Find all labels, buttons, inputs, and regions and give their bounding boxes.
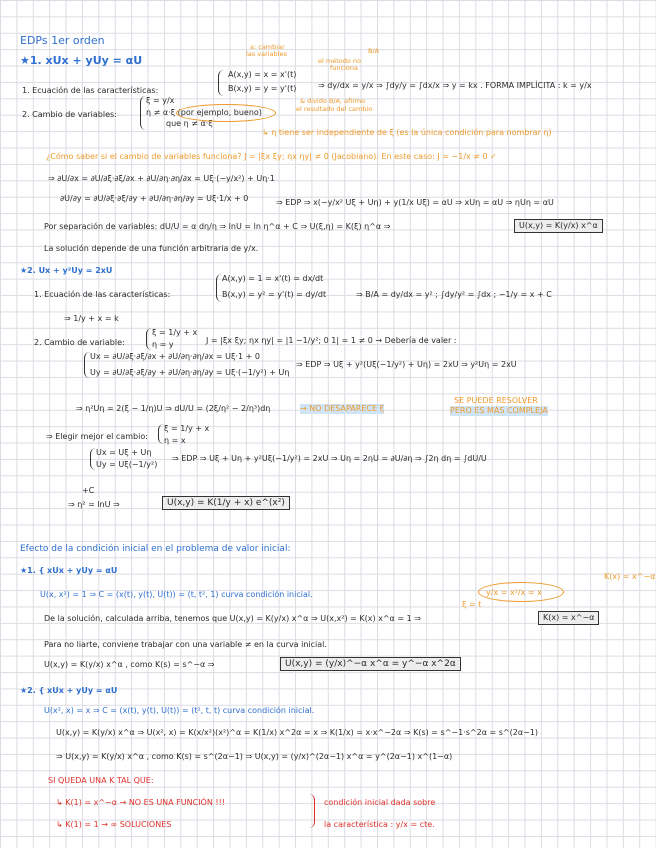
equation: U(x, x²) = 1 ⇒ C = (x(t), y(t), U(t)) = (t, t², 1) curva condición inicial. <box>40 590 313 599</box>
note-text: Para no liarte, conviene trabajar con una variable ≠ en la curva inicial. <box>44 640 327 649</box>
case-brace <box>308 794 315 828</box>
equation: ⇒ dy/dx = y/x ⇒ ∫dy/y = ∫dx/x ⇒ y = kx . FORMA IMPLÍCITA : k = y/x <box>318 81 592 90</box>
equation: A(x,y) = 1 = x'(t) = dx/dt <box>222 274 324 283</box>
equation: ⇒ EDP ⇒ Uξ + Uη + y²Uξ(−1/y²) = 2xU ⇒ Uη = 2ηU = ∂U/∂η ⇒ ∫2η dη = ∫dU/U <box>172 454 487 463</box>
equation: B(x,y) = y² = y'(t) = dy/dt <box>222 290 327 299</box>
equation: ⇒ η² = lnU ⇒ <box>68 500 120 509</box>
exercise-1-header: ★1. xUx + yUy = αU <box>20 54 143 67</box>
case-note: la característica : y/x = cte. <box>324 820 435 829</box>
annotation-note: K(x) = x^−α <box>604 572 656 581</box>
equation: U(x,y) = K(y/x) x^α , como K(s) = s^−α ⇒ <box>44 660 215 669</box>
warning-text: SI QUEDA UNA K TAL QUE: <box>48 776 154 785</box>
annotation-note: ξ = t <box>462 600 482 609</box>
highlight-ring <box>176 104 276 122</box>
equation: ⇒ η²Uη = 2(ξ − 1/η)U ⇒ dU/U = (2ξ/η² − 2/η³)dη <box>76 404 271 413</box>
equation: η = y <box>152 340 174 349</box>
equation: ξ = 1/y + x <box>164 424 210 433</box>
equation: ∂U/∂y = ∂U/∂ξ·∂ξ/∂y + ∂U/∂η·∂η/∂y = Uξ·1/x + 0 <box>60 194 249 203</box>
annotation-note: SE PUEDE RESOLVER <box>454 396 538 405</box>
equation: +C <box>82 486 95 495</box>
equation: U(x,y) = K(y/x) x^α ⇒ U(x², x) = K(x/x²)(x²)^α = K(1/x) x^2α = x ⇒ K(1/x) = x·x^−2α ⇒ K(s) = s^−1·s^2α = s^(2α−1) <box>56 728 539 737</box>
annotation-note: & divido B/A, afirmo <box>300 97 366 105</box>
annotation-note: el método no <box>318 57 361 65</box>
equation: ⇒ U(x,y) = K(y/x) x^α , como K(s) = s^(2α−1) ⇒ U(x,y) = (y/x)^(2α−1) x^α = y^(2α−1) x^(1−α) <box>56 752 453 761</box>
equation: η = x <box>164 436 186 445</box>
equation: ξ = y/x <box>146 96 175 105</box>
annotation-note: y/x = x²/x = x <box>486 588 542 597</box>
annotation-note: las variables <box>246 50 287 58</box>
annotation-question: ¿Cómo saber si el cambio de variables funciona? J = |ξx ξy; ηx ηy| ≠ 0 (Jacobiano). En este caso: J = −1/x ≠ 0 ✓ <box>46 152 497 161</box>
annotation-note: el resultado del cambio <box>296 105 373 113</box>
equation: ⇒ ∂U/∂x = ∂U/∂ξ·∂ξ/∂x + ∂U/∂η·∂η/∂x = Uξ·(−y/x²) + Uη·1 <box>48 174 275 183</box>
equation: Ux = Uξ + Uη <box>96 448 152 457</box>
section-title: Efecto de la condición inicial en el problema de valor inicial: <box>20 544 291 554</box>
equation: ⇒ EDP ⇒ Uξ + y²(Uξ(−1/y²) + Uη) = 2xU ⇒ y²Uη = 2xU <box>296 360 517 369</box>
case-text: ↳ K(1) = x^−α → NO ES UNA FUNCIÓN !!! <box>56 798 226 807</box>
equation: Uy = ∂U/∂ξ·∂ξ/∂y + ∂U/∂η·∂η/∂y = Uξ·(−1/y²) + Uη <box>90 368 290 377</box>
equation: U(x², x) = x ⇒ C = (x(t), y(t), U(t)) = (t², t, t) curva condición inicial. <box>44 706 315 715</box>
equation: B(x,y) = y = y'(t) <box>228 84 297 93</box>
equation: ⇒ EDP ⇒ x(−y/x² Uξ + Uη) + y(1/x Uξ) = αU ⇒ xUη = αU ⇒ ηUη = αU <box>276 198 554 207</box>
page-title: EDPs 1er orden <box>20 34 105 47</box>
step-label: 2. Cambio de variable: <box>34 338 125 347</box>
result-box: U(x,y) = K(1/y + x) e^(x²) <box>162 496 290 510</box>
equation: A(x,y) = x = x'(t) <box>228 70 297 79</box>
equation: ⇒ Elegir mejor el cambio: <box>46 432 148 441</box>
exercise-2-header: ★2. Ux + y²Uy = 2xU <box>20 266 113 275</box>
equation: ⇒ B/A = dy/dx = y² ; ∫dy/y² = ∫dx ; −1/y = x + C <box>356 290 552 299</box>
highlight-ring <box>478 582 564 602</box>
equation: J = |ξx ξy; ηx ηy| = |1 −1/y²; 0 1| = 1 ≠ 0 → Debería de valer : <box>206 336 457 345</box>
system-brace <box>218 70 225 96</box>
annotation-note: B/A <box>368 47 380 55</box>
equation: Uy = Uξ(−1/y²) <box>96 460 158 469</box>
step-label: 1. Ecuación de las características: <box>34 290 171 299</box>
annotation-note: → NO DESAPARECE ξ <box>300 404 385 413</box>
case-note: condición inicial dada sobre <box>324 798 436 807</box>
result-box: K(x) = x^−α <box>538 611 599 625</box>
equation: Ux = ∂U/∂ξ·∂ξ/∂x + ∂U/∂η·∂η/∂x = Uξ·1 + 0 <box>90 352 260 361</box>
equation: que η ≠ α·ξ <box>166 119 213 128</box>
equation: ⇒ 1/y + x = k <box>64 314 119 323</box>
conclusion-text: La solución depende de una función arbitraria de y/x. <box>44 244 259 253</box>
problem-2-header: ★2. { xUx + yUy = αU <box>20 686 118 695</box>
equation: De la solución, calculada arriba, tenemos que U(x,y) = K(y/x) x^α ⇒ U(x,x²) = K(x) x^α = 1 ⇒ <box>44 614 421 623</box>
step-label: 2. Cambio de variables: <box>22 110 117 119</box>
step-label: 1. Ecuación de las características: <box>22 86 159 95</box>
annotation-note: ↳ η tiene ser independiente de ξ (es la única condición para nombrar η) <box>262 128 552 137</box>
annotation-note: a: cambiar <box>250 43 285 51</box>
result-box: U(x,y) = (y/x)^−α x^α = y^−α x^2α <box>280 657 461 671</box>
equation: ξ = 1/y + x <box>152 328 198 337</box>
equation: Por separación de variables: dU/U = α dη/η ⇒ lnU = ln η^α + C ⇒ U(ξ,η) = K(ξ) η^α ⇒ <box>44 222 391 231</box>
equation: η ≠ α·ξ (por ejemplo, bueno) <box>146 108 262 117</box>
annotation-note: funciona <box>330 64 358 72</box>
annotation-note: PERO ES MÁS COMPLEJA <box>450 406 548 415</box>
problem-1-header: ★1. { xUx + yUy = αU <box>20 566 118 575</box>
case-text: ↳ K(1) = 1 → ∞ SOLUCIONES <box>56 820 172 829</box>
result-box: U(x,y) = K(y/x) x^α <box>514 219 603 233</box>
